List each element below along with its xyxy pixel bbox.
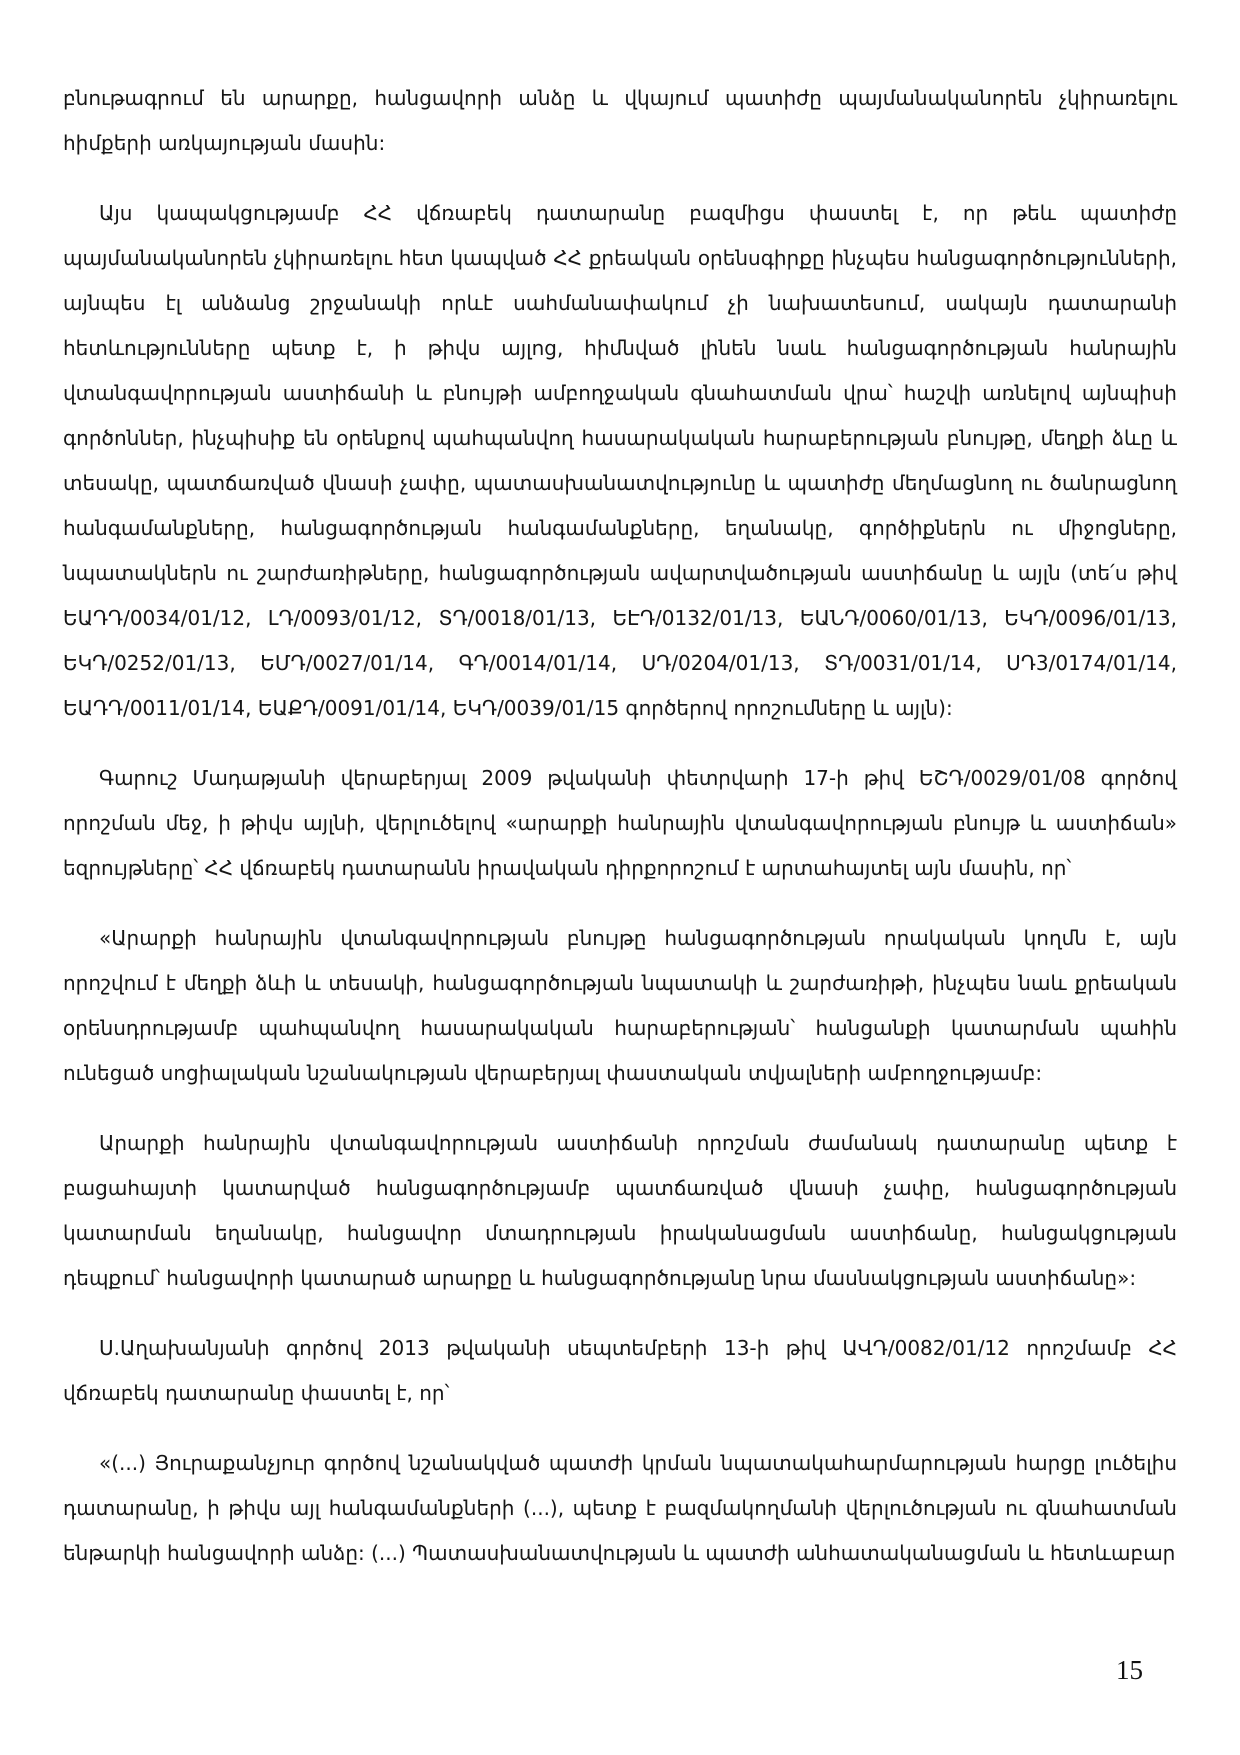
paragraph-madatyan-case-intro: Գարուշ Մադաթյանի վերաբերյալ 2009 թվականի փետրվարի 17-ի թիվ ԵՇԴ/0029/01/08 գործով որոշման մեջ, ի թիվս այլնի, վերլուծելով «արարքի հանրային վտանգավորության բնույթ և աստիճան» եզրույթները՝ ՀՀ վճռաբեկ դատարանն իրավական դիրքորոշում է արտահայտել այն մասին, որ՝ bbox=[63, 766, 1177, 880]
paragraph-cassation-court-position: Այս կապակցությամբ ՀՀ վճռաբեկ դատարանը բազմիցս փաստել է, որ թեև պատիժը պայմանականորեն չկիրառելու հետ կապված ՀՀ քրեական օրենսգիրքը ինչպես հանցագործությունների, այնպես էլ անձանց շրջանակի որևէ սահմանափակում չի նախատեսում, սակայն դատարանի հետևությունները պետք է, ի թիվս այլոց, հիմնված լինեն նաև հանցագործության հանրային վտանգավորության աստիճանի և բնույթի ամբողջական գնահատման վրա՝ հաշվի առնելով այնպիսի գործոններ, ինչպիսիք են օրենքով պահպանվող հասարակական հարաբերության բնույթը, մեղքի ձևը և տեսակը, պատճառված վնասի չափը, պատասխանատվությունը և պատիժը մեղմացնող ու ծանրացնող հանգամանքները, հանցագործության հանգամանքները, եղանակը, գործիքներն ու միջոցները, նպատակներն ու շարժառիթները, հանցագործության ավարտվածության աստիճանը և այլն (տե՛ս թիվ ԵԱԴԴ/0034/01/12, ԼԴ/0093/01/12, ՏԴ/0018/01/13, ԵԷԴ/0132/01/13, ԵԱՆԴ/0060/01/13, ԵԿԴ/0096/01/13, ԵԿԴ/0252/01/13, ԵՄԴ/0027/01/14, ԳԴ/0014/01/14, ՍԴ/0204/01/13, ՏԴ/0031/01/14, ՍԴ3/0174/01/14, ԵԱԴԴ/0011/01/14, ԵԱՔԴ/0091/01/14, ԵԿԴ/0039/01/15 գործերով որոշումները և այլն): bbox=[63, 201, 1177, 720]
paragraph-quote-degree-of-danger: Արարքի հանրային վտանգավորության աստիճանի որոշման ժամանակ դատարանը պետք է բացահայտի կատարված հանցագործությամբ պատճառված վնասի չափը, հանցագործության կատարման եղանակը, հանցավոր մտադրության իրականացման աստիճանը, հանցակցության դեպքում՝ հանցավորի կատարած արարքը և հանցագործությանը նրա մասնակցության աստիճանը»: bbox=[63, 1131, 1177, 1290]
paragraph-quote-punishment-individualization: «(...) Յուրաքանչյուր գործով նշանակված պատժի կրման նպատակահարմարության հարցը լուծելիս դատարանը, ի թիվս այլ հանգամանքների (...), պետք է բազմակողմանի վերլուծության ու գնահատման ենթարկի հանցավորի անձը: (...) Պատասխանատվության և պատժի անհատականացման և հետևաբար bbox=[63, 1451, 1177, 1565]
page-number: 15 bbox=[1116, 1655, 1143, 1685]
paragraph-aghakhanyan-case-intro: Ս.Աղախանյանի գործով 2013 թվականի սեպտեմբերի 13-ի թիվ ԱՎԴ/0082/01/12 որոշմամբ ՀՀ վճռաբեկ դատարանը փաստել է, որ՝ bbox=[63, 1336, 1177, 1405]
paragraph-quote-nature-of-act: «Արարքի հանրային վտանգավորության բնույթը հանցագործության որակական կողմն է, այն որոշվում է մեղքի ձևի և տեսակի, հանցագործության նպատակի և շարժառիթի, ինչպես նաև քրեական օրենսդրությամբ պահպանվող հասարակական հարաբերության՝ հանցանքի կատարման պահին ունեցած սոցիալական նշանակության վերաբերյալ փաստական տվյալների ամբողջությամբ: bbox=[63, 926, 1177, 1085]
paragraph-continuation: բնութագրում են արարքը, հանցավորի անձը և վկայում պատիժը պայմանականորեն չկիրառելու հիմքերի առկայության մասին: bbox=[63, 86, 1177, 155]
document-body bbox=[63, 76, 1177, 1576]
